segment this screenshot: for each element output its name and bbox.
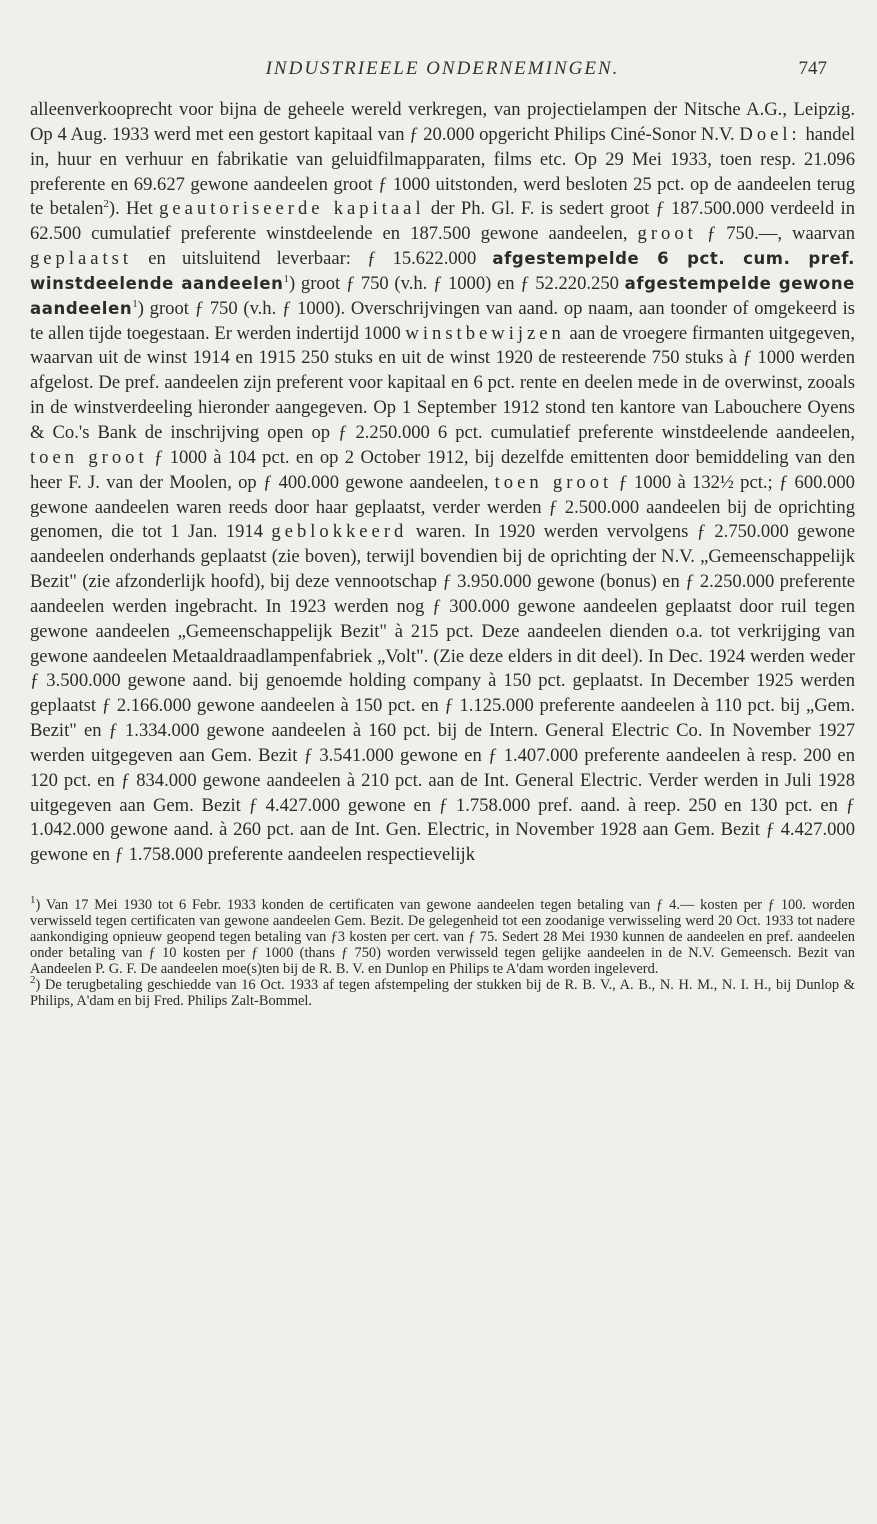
spaced-term: groot — [637, 223, 697, 245]
text-run: aan de vroegere firmanten uitgegeven, waarvan uit de winst 1914 en 1915 250 stuks en uit de winst 1920 de resteerende 750 stuks à ƒ 1000 werden afgelost. De pref. aandeelen zijn preferent voor kapitaal en 6 pct. rente en deelen mede in de overwinst, zooals in de winstverdeeling hieronder aangegeven. Op 1 September 1912 stond ten kantore van Labouchere Oyens & Co.'s Bank de inschrijving open op ƒ 2.250.000 6 pct. cumulatief preferente winstdeelende aandeelen, — [30, 322, 855, 443]
text-run: handel in, huur en verhuur en fabrikatie van geluidfilmapparaten, films etc. Op 29 Mei 1933, toen resp. 21.096 preferente en 69.627 gewone aandeelen groot ƒ 1000 uitstonden, werd besloten 25 pct. op de aandeelen terug te betalen — [30, 123, 855, 220]
footnote-2 — [30, 973, 855, 1010]
text-run: waren. In 1920 werden vervolgens ƒ 2.750.000 gewone aandeelen onderhands geplaatst (zie boven), terwijl bovendien bij de oprichting der N.V. „Gemeenschappelijk Bezit" (zie afzonderlijk hoofd), bij deze vennootschap ƒ 3.950.000 gewone (bonus) en ƒ 2.250.000 preferente aandeelen werden ingebracht. In 1923 werden nog ƒ 300.000 gewone aandeelen geplaatst door ruil tegen gewone aandeelen „Gemeenschappelijk Bezit" à 215 pct. Deze aandeelen dienden o.a. tot verkrijging van gewone aandeelen Metaaldraadlampenfabriek „Volt". (Zie deze elders in dit deel). In Dec. 1924 werden weder ƒ 3.500.000 gewone aand. bij genoemde holding company à 150 pct. geplaatst. In December 1925 werden geplaatst ƒ 2.166.000 gewone aandeelen à 150 pct. en ƒ 1.125.000 preferente aandeelen à 110 pct. bij „Gem. Bezit" en ƒ 1.334.000 gewone aandeelen à 160 pct. bij de Intern. General Electric Co. In November 1927 werden uitgegeven aan Gem. Bezit ƒ 3.541.000 gewone en ƒ 1.407.000 preferente aandeelen à resp. 200 en 120 pct. en ƒ 834.000 gewone aandeelen à 210 pct. aan de Int. General Electric. Verder werden in Juli 1928 uitgegeven aan Gem. Bezit ƒ 4.427.000 gewone en ƒ 1.758.000 pref. aand. à reep. 250 en 130 pct. en ƒ 1.042.000 gewone aand. à 260 pct. aan de Int. Gen. Electric, in November 1928 aan Gem. Bezit ƒ 4.427.000 gewone en ƒ 1.758.000 preferente aandeelen respectievelijk — [30, 521, 855, 866]
page-header — [30, 58, 855, 88]
page-number: 747 — [798, 58, 827, 79]
footnote-text: ) De terugbetaling geschiedde van 16 Oct. 1933 af tegen afstempeling der stukken bij de R. B. V., A. B., N. H. M., N. I. H., bij Dunlop & Philips, A'dam en bij Fred. Philips Zalt-Bommel. — [30, 976, 855, 1009]
text-run: ƒ 1000 à 132½ pct.; ƒ 600.000 gewone aandeelen waren reeds door haar geplaatst, verder werden ƒ 2.500.000 aandeelen bij de oprichting genomen, die tot 1 Jan. 1914 — [30, 471, 855, 543]
footnote-ref: 1 — [132, 297, 138, 310]
bold-term: afgestempelde gewone aandeelen — [30, 273, 855, 318]
text-run: ) groot ƒ 750 (v.h. ƒ 1000) en ƒ 52.220.250 — [289, 272, 619, 294]
text-run: der Ph. Gl. F. is sedert groot ƒ 187.500.000 verdeeld in 62.500 cumulatief preferente winstdeelende en 187.500 gewone aandeelen, — [30, 198, 855, 245]
body-text — [30, 98, 855, 868]
text-run: ). Het — [108, 198, 153, 220]
spaced-term: geautoriseerde kapitaal — [159, 198, 425, 220]
spaced-term: geplaatst — [30, 248, 133, 270]
paragraph — [30, 98, 855, 868]
footnote-ref: 1 — [283, 272, 290, 285]
text-run: alleenverkooprecht voor bijna de geheele wereld verkregen, van projectielampen der Nitsche A.G., Leipzig. Op 4 Aug. 1933 werd met een gestort kapitaal van ƒ 20.000 opgericht Philips Ciné-Sonor N.V. — [30, 99, 855, 145]
footnote-mark: 2 — [30, 973, 36, 986]
footnote-ref: 2 — [103, 198, 109, 211]
footnotes — [30, 894, 855, 1009]
footnote-1 — [30, 894, 855, 978]
spaced-term: geblokkeerd — [271, 521, 408, 543]
text-run: ) groot ƒ 750 (v.h. ƒ 1000). Overschrijvingen van aand. op naam, aan toonder of omgekeerd is te allen tijde toegestaan. Er werden indertijd 1000 — [30, 297, 855, 344]
spaced-term: winstbewijzen — [405, 322, 565, 344]
running-head: INDUSTRIEELE ONDERNEMINGEN. — [265, 58, 620, 79]
spaced-term: Doel: — [739, 123, 801, 145]
spaced-term: toen groot — [494, 471, 613, 493]
text-run: ƒ 1000 à 104 pct. en op 2 October 1912, bij dezelfde emittenten door bemiddeling van den heer F. J. van der Moolen, op ƒ 400.000 gewone aandeelen, — [30, 446, 855, 493]
footnote-mark: 1 — [30, 894, 36, 907]
text-run: en uitsluitend leverbaar: ƒ 15.622.000 — [148, 248, 477, 270]
bold-term: afgestempelde 6 pct. cum. pref. winstdeelende aandeelen — [30, 249, 856, 293]
text-run: ƒ 750.—, waarvan — [706, 223, 856, 245]
footnote-text: ) Van 17 Mei 1930 tot 6 Febr. 1933 konden de certificaten van gewone aandeelen tegen betaling van ƒ 4.— kosten per ƒ 100. worden verwisseld tegen certificaten van gewone aandeelen Gem. Bezit. De gelegenheid tot een zoodanige verwisseling werd 20 Oct. 1933 tot nadere aankondiging opnieuw geopend tegen betaling van ƒ3 kosten per cert. van ƒ 75. Sedert 28 Mei 1930 kunnen de aandeelen en pref. aandeelen onder betaling van ƒ 10 kosten per ƒ 1000 (thans ƒ 750) worden verwisseld tegen gelijke aandeelen in de N.V. Gemeensch. Bezit van Aandeelen P. G. F. De aandeelen moe(s)ten bij de R. B. V. en Dunlop en Philips te A'dam worden ingeleverd. — [30, 897, 855, 977]
spaced-term: toen groot — [30, 446, 148, 468]
